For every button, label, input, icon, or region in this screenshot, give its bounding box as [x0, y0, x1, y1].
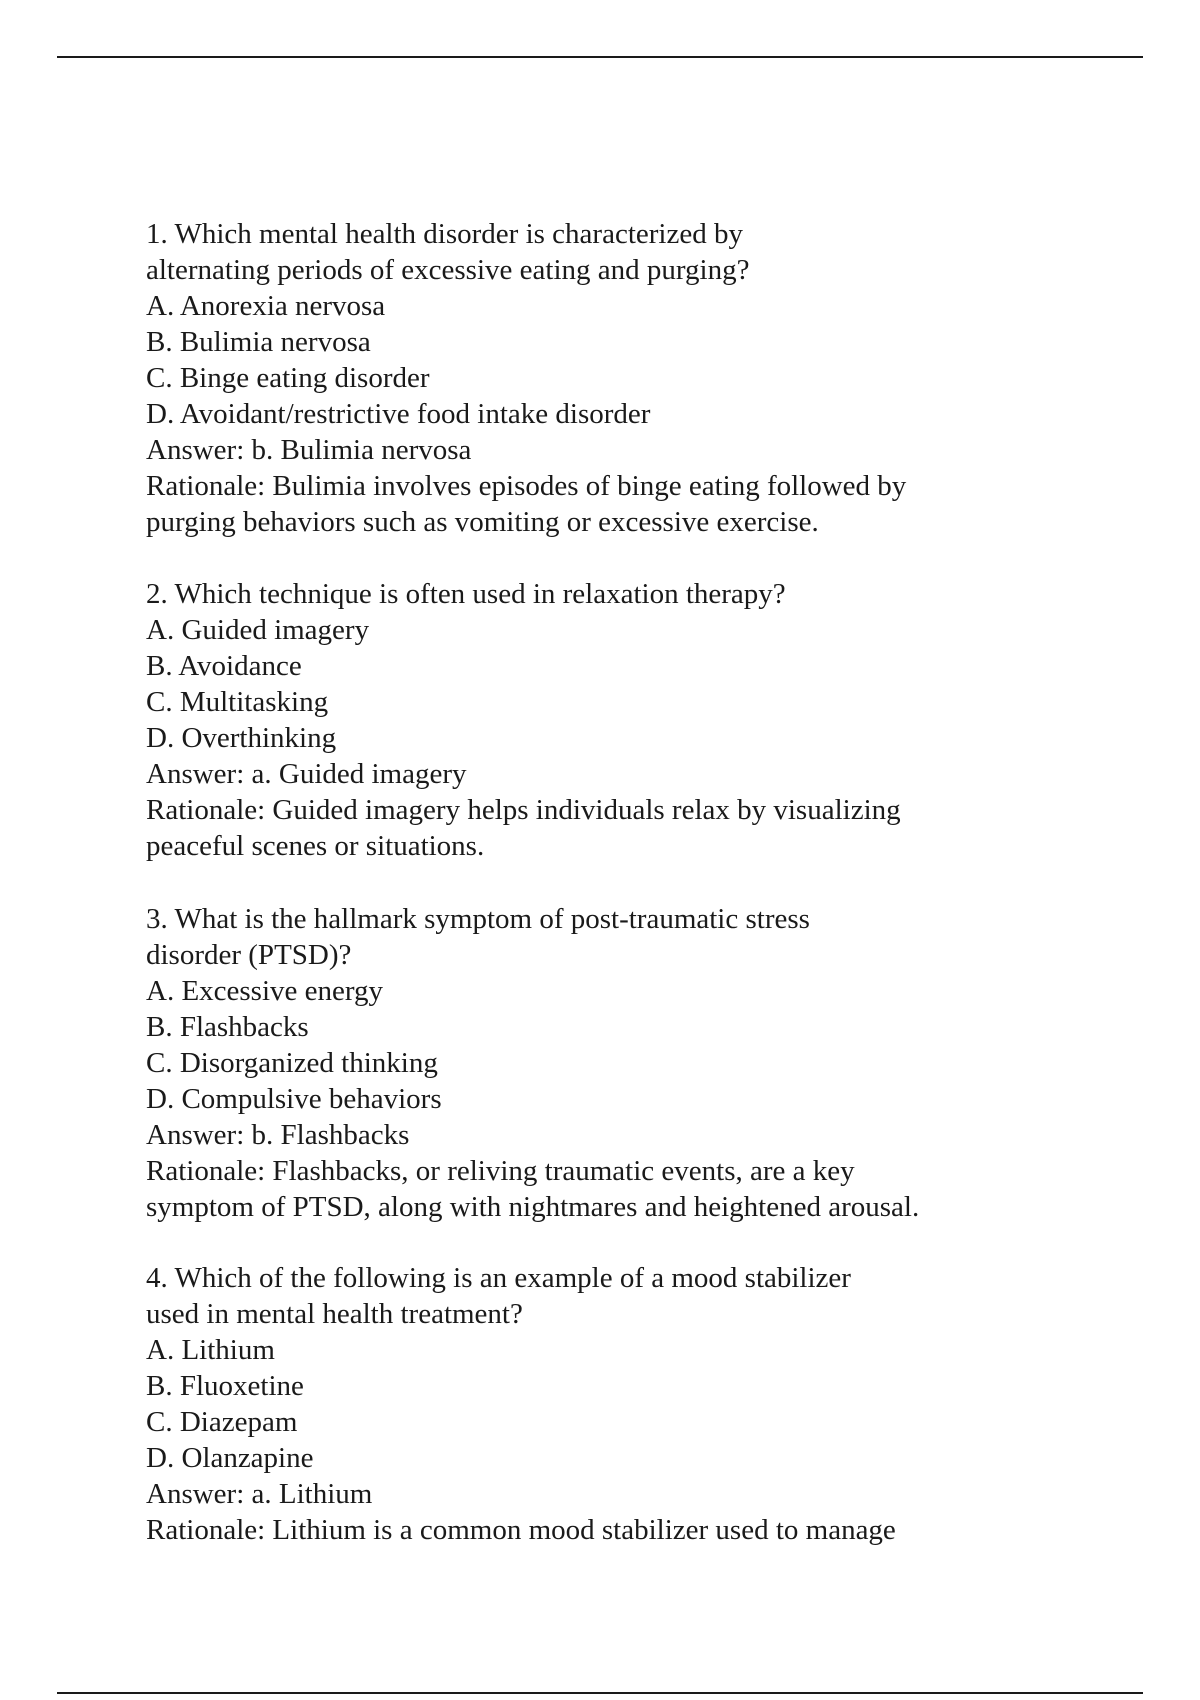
question-2-option-b: B. Avoidance: [146, 650, 302, 682]
question-1: [146, 216, 1066, 540]
question-1-stem-line-1: 1. Which mental health disorder is characterized by: [146, 218, 743, 250]
question-3-rationale-line-2: symptom of PTSD, along with nightmares and heightened arousal.: [146, 1191, 920, 1223]
question-3-option-d: D. Compulsive behaviors: [146, 1083, 442, 1115]
question-1-option-b: B. Bulimia nervosa: [146, 326, 371, 358]
question-2: [146, 576, 1066, 864]
question-4-answer: Answer: a. Lithium: [146, 1478, 373, 1510]
question-3-option-c: C. Disorganized thinking: [146, 1047, 438, 1079]
question-2-option-d: D. Overthinking: [146, 722, 337, 754]
question-3-rationale-line-1: Rationale: Flashbacks, or reliving traumatic events, are a key: [146, 1155, 855, 1187]
question-4-stem-line-1: 4. Which of the following is an example of a mood stabilizer: [146, 1262, 851, 1294]
question-3: [146, 901, 1066, 1225]
footer-rule: [57, 1692, 1143, 1694]
question-2-stem-line-1: 2. Which technique is often used in relaxation therapy?: [146, 578, 786, 610]
question-3-option-b: B. Flashbacks: [146, 1011, 309, 1043]
question-2-rationale-line-1: Rationale: Guided imagery helps individuals relax by visualizing: [146, 794, 901, 826]
question-2-answer: Answer: a. Guided imagery: [146, 758, 467, 790]
question-1-rationale-line-2: purging behaviors such as vomiting or excessive exercise.: [146, 506, 819, 538]
question-3-option-a: A. Excessive energy: [146, 975, 384, 1007]
question-2-option-c: C. Multitasking: [146, 686, 329, 718]
question-4: [146, 1260, 1066, 1548]
question-1-rationale-line-1: Rationale: Bulimia involves episodes of binge eating followed by: [146, 470, 907, 502]
question-1-stem-line-2: alternating periods of excessive eating and purging?: [146, 254, 750, 286]
question-3-stem-line-1: 3. What is the hallmark symptom of post-traumatic stress: [146, 903, 810, 935]
question-4-rationale-line-1: Rationale: Lithium is a common mood stabilizer used to manage: [146, 1514, 896, 1546]
question-3-stem-line-2: disorder (PTSD)?: [146, 939, 352, 971]
document-body: [146, 216, 1066, 1548]
question-1-option-a: A. Anorexia nervosa: [146, 290, 386, 322]
question-4-option-c: C. Diazepam: [146, 1406, 298, 1438]
question-4-stem-line-2: used in mental health treatment?: [146, 1298, 523, 1330]
question-4-option-d: D. Olanzapine: [146, 1442, 314, 1474]
question-2-rationale-line-2: peaceful scenes or situations.: [146, 830, 485, 862]
header-rule: [57, 56, 1143, 58]
question-1-option-c: C. Binge eating disorder: [146, 362, 430, 394]
question-1-answer: Answer: b. Bulimia nervosa: [146, 434, 472, 466]
question-1-option-d: D. Avoidant/restrictive food intake disorder: [146, 398, 651, 430]
question-2-option-a: A. Guided imagery: [146, 614, 370, 646]
question-4-option-b: B. Fluoxetine: [146, 1370, 304, 1402]
question-4-option-a: A. Lithium: [146, 1334, 275, 1366]
question-3-answer: Answer: b. Flashbacks: [146, 1119, 410, 1151]
